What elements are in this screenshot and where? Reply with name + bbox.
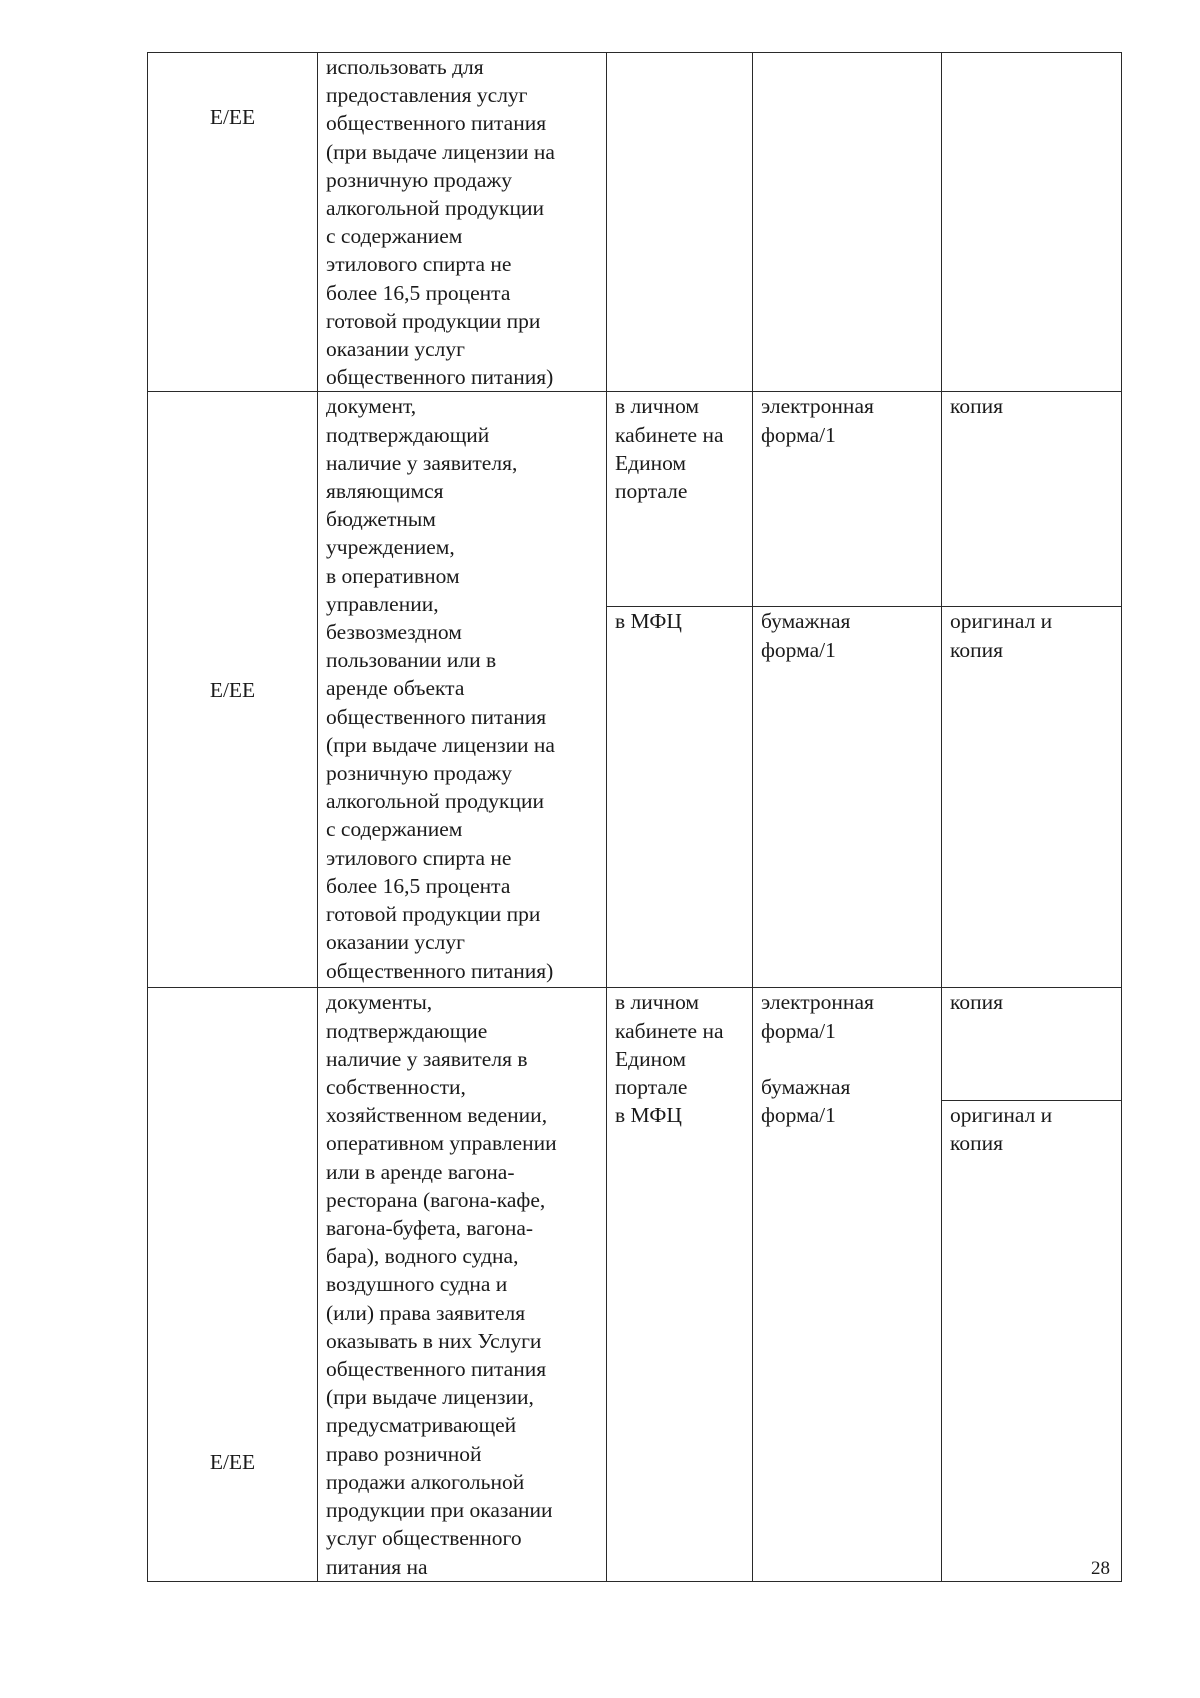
document-type-text: копия (950, 394, 1004, 419)
document-form-cell (753, 988, 942, 1581)
submission-method-text: в личном кабинете на Едином портале (615, 394, 724, 504)
row-description (318, 392, 607, 988)
row-description (318, 988, 607, 1581)
description-text: документ, подтверждающий наличие у заявителя, являющимся бюджетным учреждением, в оперативном управлении, безвозмездном пользовании или в аренде объекта общественного питания (при выдаче лицензии на розничную продажу алкогольной продукции с содержанием этилового спирта не более 16,5 процента готовой продукции при оказании услуг общественного питания) (326, 394, 555, 983)
row-code-text: E/EE (209, 105, 256, 129)
submission-method-text: в личном кабинете на Едином портале в МФЦ (615, 990, 724, 1128)
submission-method-cell (607, 988, 753, 1581)
document-type-text: копия (950, 990, 1004, 1015)
document-form-cell (753, 607, 942, 988)
page-number: 28 (1091, 1558, 1110, 1579)
document-form-text: электронная форма/1 (761, 990, 874, 1043)
submission-method-cell (607, 53, 753, 392)
submission-method-cell (607, 607, 753, 988)
document-form-text: бумажная форма/1 (761, 1074, 851, 1128)
row-code-text: E/EE (209, 1450, 256, 1475)
row-code (148, 988, 318, 1581)
row-code-text: E/EE (209, 677, 256, 702)
table-row (148, 392, 1122, 607)
document-type-cell (942, 53, 1122, 392)
document-type-cell (942, 392, 1122, 607)
submission-method-text: в МФЦ (615, 609, 682, 634)
row-code (148, 53, 318, 392)
document-table (147, 52, 1122, 1582)
submission-method-cell (607, 392, 753, 607)
description-text: использовать для предоставления услуг общественного питания (при выдаче лицензии на розничную продажу алкогольной продукции с содержанием этилового спирта не более 16,5 процента готовой продукции при оказании услуг общественного питания) (326, 55, 555, 390)
document-type-cell (942, 988, 1122, 1100)
description-text: документы, подтверждающие наличие у заявителя в собственности, хозяйственном ведении, оперативном управлении или в аренде вагона- ресторана (вагона-кафе, вагона-буфета, вагона- бара), водного судна, воздушного судна и (или) права заявителя оказывать в них Услуги общественного питания (при выдаче лицензии, предусматривающей право розничной продажи алкогольной продукции при оказании услуг общественного питания на (326, 990, 557, 1579)
table-row (148, 53, 1122, 392)
document-type-text: оригинал и копия (950, 609, 1053, 662)
row-description (318, 53, 607, 392)
document-type-cell (942, 1100, 1122, 1581)
document-type-text: оригинал и копия (950, 1102, 1053, 1155)
document-form-cell (753, 392, 942, 607)
row-code (148, 392, 318, 988)
document-type-cell (942, 607, 1122, 988)
table-row (148, 988, 1122, 1100)
document-form-text: электронная форма/1 (761, 394, 874, 447)
document-form-cell (753, 53, 942, 392)
document-form-text: бумажная форма/1 (761, 609, 851, 662)
